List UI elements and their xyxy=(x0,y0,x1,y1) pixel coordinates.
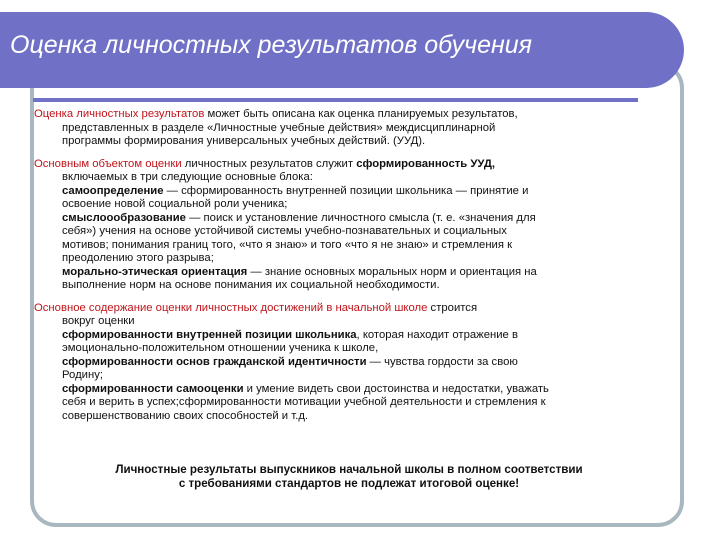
paragraph-text: освоение новой социальной роли ученика; xyxy=(62,198,288,210)
paragraph-text: включаемых в три следующие основные блока: xyxy=(62,171,313,183)
term-moral-orientation: морально-этическая ориентация xyxy=(62,265,248,278)
footer-line: с требованиями стандартов не подлежат итоговой оценке! xyxy=(178,477,520,490)
term-assessment: Оценка личностных результатов xyxy=(34,108,205,120)
term-self-determination: самоопределение xyxy=(62,184,164,197)
paragraph-text: — поиск и установление личностного смысла (т. е. «значения для xyxy=(185,211,536,224)
term-meaning-formation: смыслоообразование xyxy=(62,211,186,224)
paragraph-object xyxy=(34,158,664,293)
paragraph-text: и умение видеть свои достоинства и недостатки, уважать xyxy=(243,382,549,395)
paragraph-text: , которая находит отражение в xyxy=(356,328,518,341)
paragraph-assessment xyxy=(34,108,664,149)
term-civic-identity: сформированности основ гражданской идентичности xyxy=(62,355,367,368)
paragraph-text: эмоционально-положительном отношении ученика к школе, xyxy=(62,342,379,354)
paragraph-text: себя») учения на основе устойчивой системы учебно-познавательных и социальных xyxy=(62,225,507,237)
paragraph-text: — сформированность внутренней позиции школьника — принятие и xyxy=(163,184,529,197)
paragraph-text: преодолению этого разрыва; xyxy=(62,252,214,264)
paragraph-text: строится xyxy=(427,301,478,314)
term-uud: сформированность УУД, xyxy=(356,157,496,170)
term-main-content: Основное содержание оценки личностных достижений в начальной школе xyxy=(34,301,428,314)
footer-line: Личностные результаты выпускников начальной школы в полном соответствии xyxy=(115,463,583,476)
term-object: Основным объектом оценки xyxy=(34,157,182,170)
paragraph-text: программы формирования универсальных учебных действий. (УУД). xyxy=(62,135,426,147)
paragraph-text: себя и верить в успех;сформированности мотивации учебной деятельности и стремления к xyxy=(62,396,546,408)
paragraph-text: — знание основных моральных норм и ориентация на xyxy=(247,265,537,278)
slide-content xyxy=(34,108,664,432)
paragraph-text: может быть описана как оценка планируемых результатов, xyxy=(204,108,518,120)
footer-note xyxy=(34,463,664,491)
slide-title: Оценка личностных результатов обучения xyxy=(10,31,533,59)
paragraph-text: — чувства гордости за свою xyxy=(366,355,518,368)
paragraph-content xyxy=(34,302,664,424)
paragraph-text: вокруг оценки xyxy=(62,315,135,327)
paragraph-text: Родину; xyxy=(62,369,104,381)
paragraph-text: представленных в разделе «Личностные учебные действия» междисциплинарной xyxy=(62,121,496,134)
paragraph-text: выполнение норм на основе понимания их социальной необходимости. xyxy=(62,279,440,291)
paragraph-text: личностных результатов служит xyxy=(181,157,357,170)
term-self-assessment: сформированности самооценки xyxy=(62,382,244,395)
paragraph-text: мотивов; понимания границ того, «что я знаю» и того «что я не знаю» и стремления к xyxy=(62,238,513,251)
term-inner-position: сформированности внутренней позиции школьника xyxy=(62,328,357,341)
title-underline xyxy=(33,98,638,102)
paragraph-text: совершенствованию своих способностей и т.д. xyxy=(62,409,309,422)
